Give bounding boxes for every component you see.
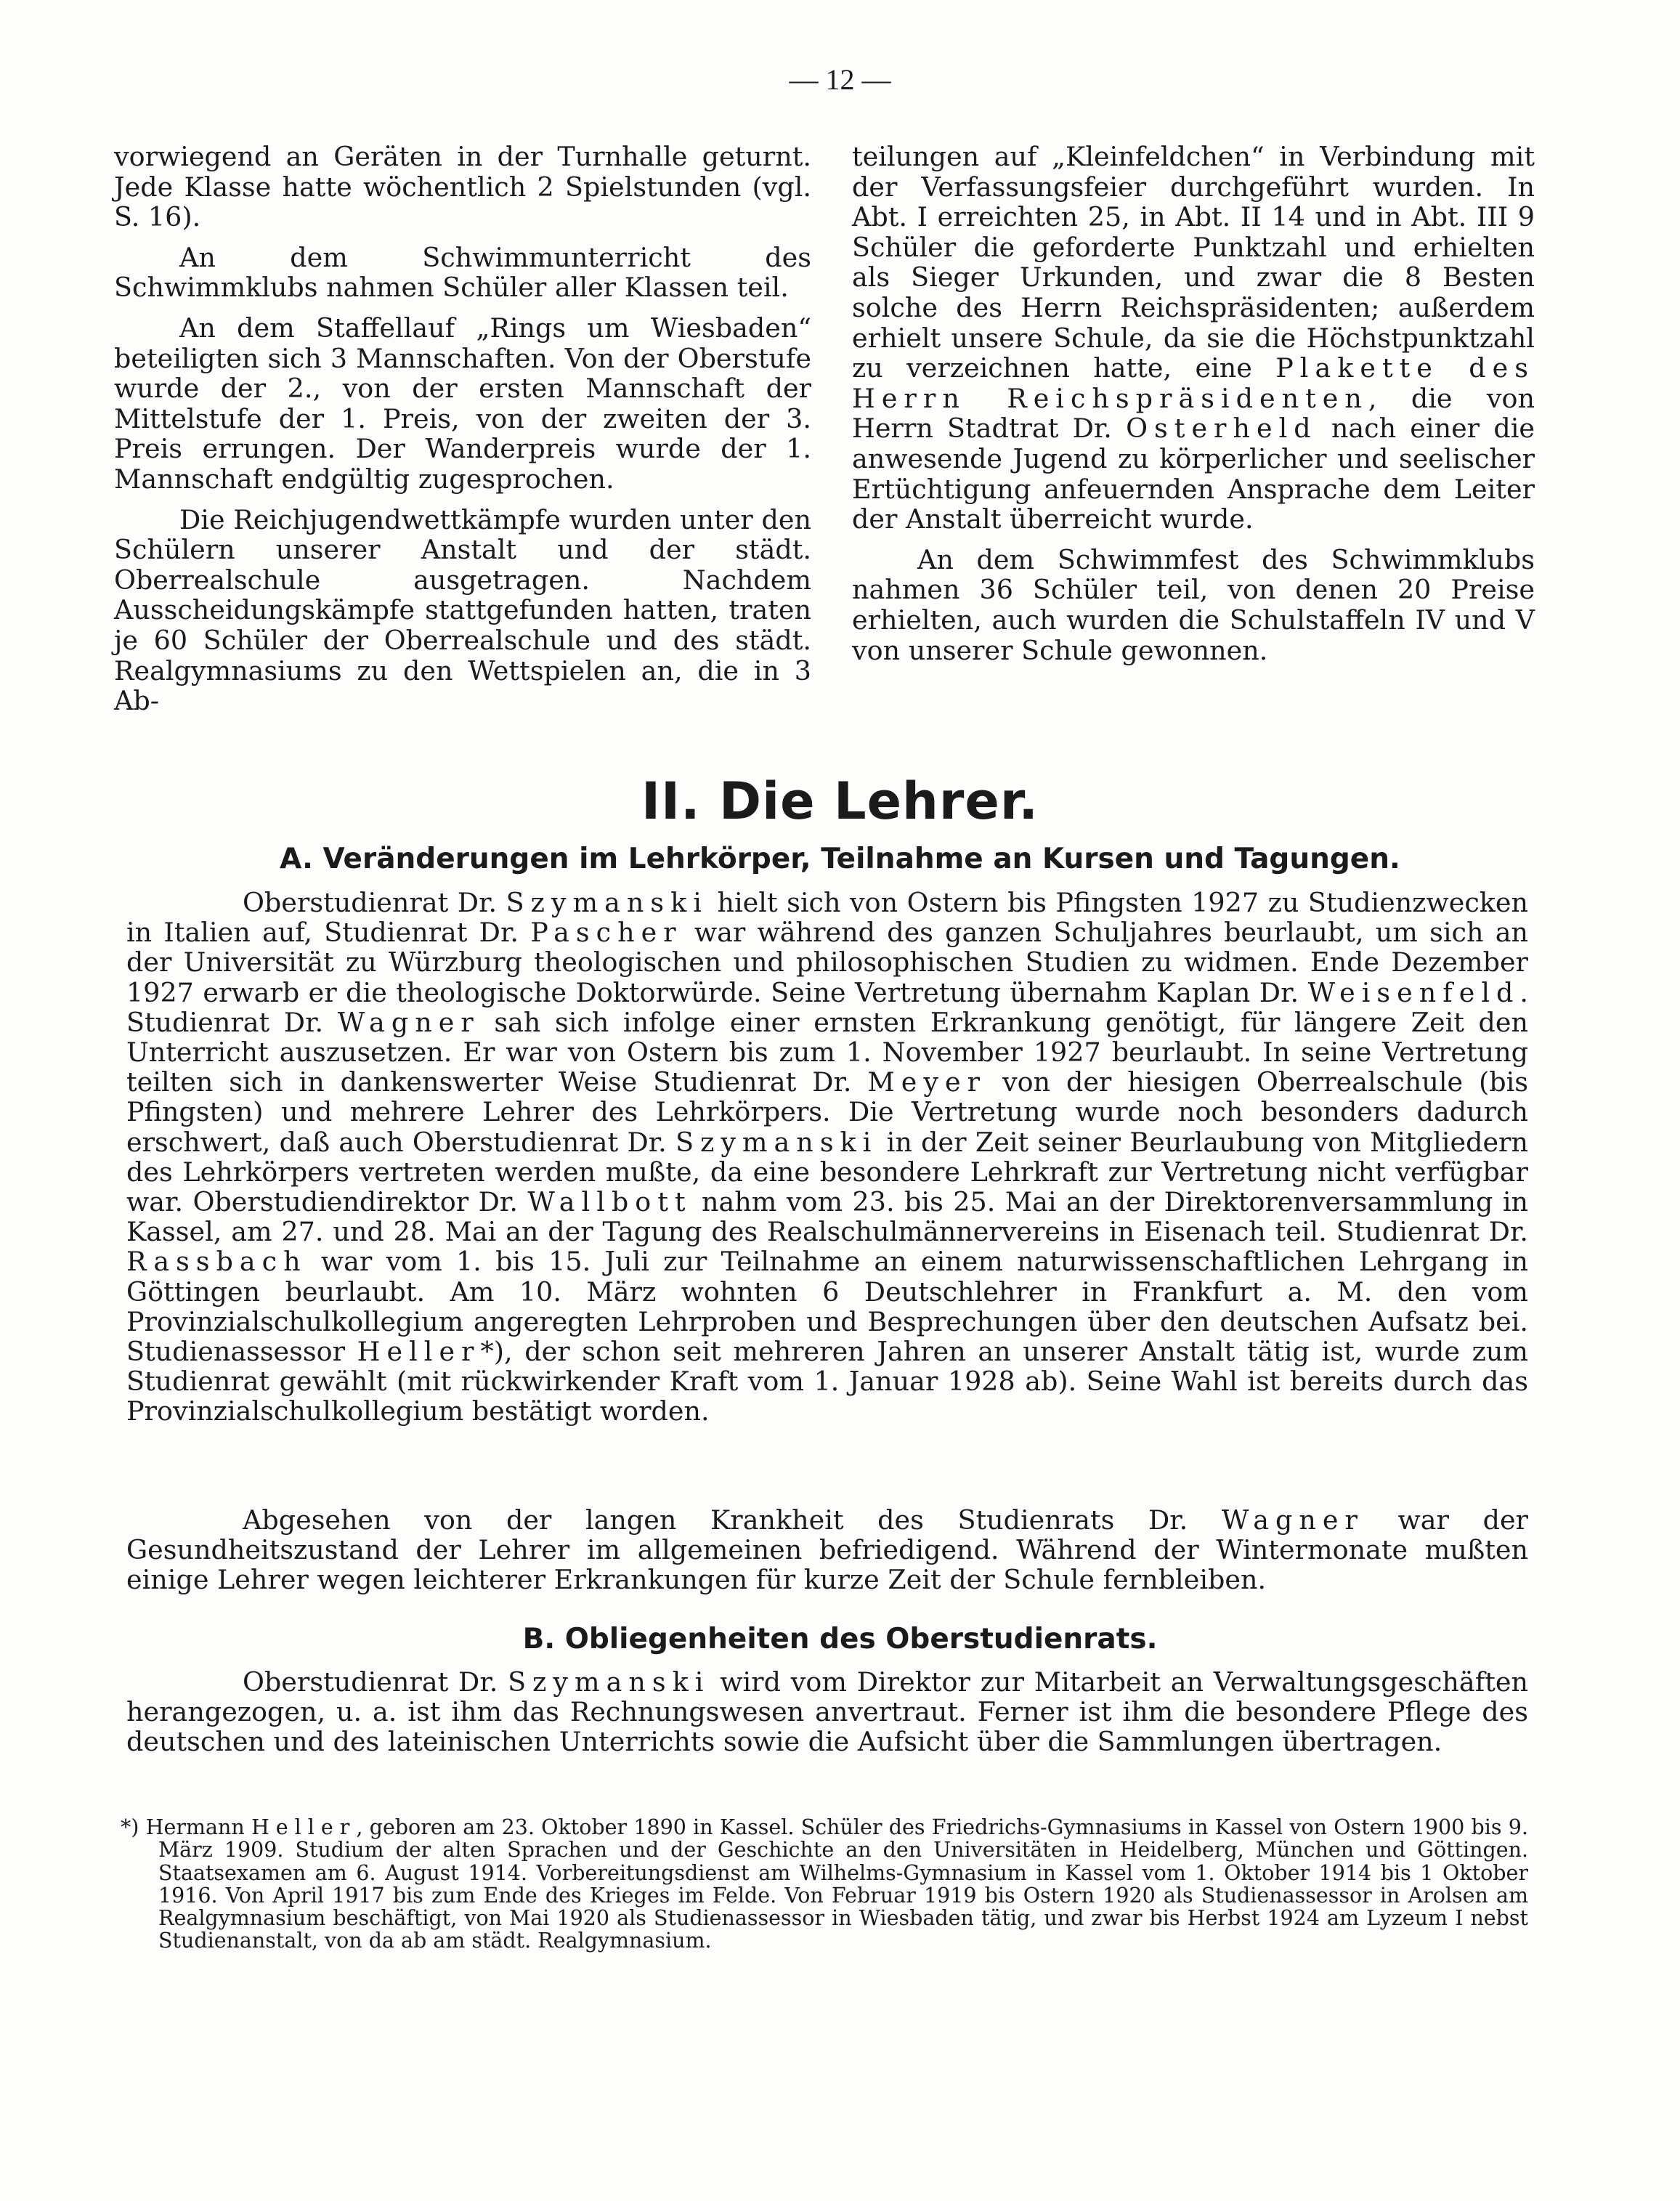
person-name: Wagner [1221,1504,1364,1536]
person-name: Osterheld [1126,413,1318,445]
text-run: *) Hermann [121,1815,251,1839]
section-a-body [126,888,1528,1427]
person-name: Szymanski [506,887,708,918]
section-a-paragraph-2 [126,1505,1528,1595]
paragraph: An dem Staffellauf „Rings um Wiesbaden“ beteiligten sich 3 Mannschaften. Von der Oberstufe wurde der 2., von der ersten Mannschaft der Mittelstufe der 1. Preis, von der zweiten der 3. Preis errungen. Der Wanderpreis wurde der 1. Mannschaft endgültig zugesprochen. [114,312,811,495]
person-name: Heller [251,1815,357,1839]
paragraph: Die Reichjugendwettkämpfe wurden unter den Schülern unserer Anstalt und der städt. Oberrealschule ausgetragen. Nachdem Ausscheidungskämpfe stattgefunden hatten, traten je 60 Schüler der Oberrealschule und des städt. Realgymnasiums zu den Wettspielen an, die in 3 Ab- [114,503,811,717]
person-name: Pascher [530,917,683,949]
person-name: Heller [357,1336,481,1368]
text-run: nach einer die anwesende Jugend zu körperlicher und seelischer Ertüchtigung anfeuernden Ansprache dem Leiter der Anstalt überreicht wurde. [852,413,1535,535]
person-name: Wagner [337,1006,480,1038]
text-run: *), der schon seit mehreren Jahren an unserer Anstalt tätig ist, wurde zum Studienrat gewählt (mit rückwirkender Kraft vom 1. Januar 1928 ab). Seine Wahl ist bereits durch das Provinzialschulkollegium bestätigt worden. [126,1336,1528,1427]
text-run: hielt sich von Ostern bis Pfingsten 1927 zu Studienzwecken in Italien auf, Studienrat Dr. [126,887,1528,949]
text-run: von der hiesigen Oberrealschule (bis Pfingsten) und mehrere Lehrer des Lehrkörpers. Die Vertretung wurde noch besonders dadurch erschwert, daß auch Oberstudienrat Dr. [126,1066,1528,1158]
subsection-title-a: A. Veränderungen im Lehrkörper, Teilnahme an Kursen und Tagungen. [280,843,1400,875]
text-run: Oberstudienrat Dr. [243,1666,508,1698]
text-run: teilungen auf „Kleinfeldchen“ in Verbindung mit der Verfassungsfeier durchgeführt wurden. In Abt. I erreichten 25, in Abt. II 14 und in Abt. III 9 Schüler die geforderte Punktzahl und erhielten als Sieger Urkunden, und zwar die 8 Besten solche des Herrn Reichspräsidenten; außerdem erhielt unsere Schule, da sie die Höchstpunktzahl zu verzeichnen hatte, eine [852,141,1535,384]
footnote-text [121,1816,1528,1953]
text-run: war während des ganzen Schuljahres beurlaubt, um sich an der Universität zu Würzburg theologischen und philosophischen Studien zu widmen. Ende Dezember 1927 erwarb er die theologische Doktorwürde. Seine Vertretung übernahm Kaplan Dr. [126,917,1528,1008]
footnote [121,1816,1528,1953]
paragraph: An dem Schwimmunterricht des Schwimmklubs nahmen Schüler aller Klassen teil. [114,241,811,304]
paragraph [126,888,1528,1427]
paragraph: vorwiegend an Geräten in der Turnhalle geturnt. Jede Klasse hatte wöchentlich 2 Spielstunden (vgl. S. 16). [114,141,811,233]
person-name: Szymanski [675,1126,878,1158]
text-run: , die von Herrn Stadtrat Dr. [852,382,1535,445]
spaced-text: Plakette des Herrn Reichspräsidenten [852,352,1535,414]
person-name: Wallbott [527,1186,692,1218]
person-name: Weisenfeld [1307,976,1520,1008]
left-column [114,142,811,726]
subsection-title-b: B. Obliegenheiten des Oberstudienrats. [522,1623,1158,1655]
text-run: , geboren am 23. Oktober 1890 in Kassel. Schüler des Friedrichs-Gymnasiums in Kassel von Ostern 1900 bis 9. März 1909. Studium der alten Sprachen und der Geschichte an den Universitäten in Heidelberg, München und Göttingen. Staatsexamen am 6. August 1914. Vorbereitungsdienst am Wilhelms-Gymnasium in Kassel vom 1. Oktober 1914 bis 1 Oktober 1916. Von April 1917 bis zum Ende des Krieges im Felde. Von Februar 1919 bis Ostern 1920 als Studienassessor in Arolsen am Realgymnasium beschäftigt, von Mai 1920 als Studienassessor in Wiesbaden tätig, und zwar bis Herbst 1924 am Lyzeum I nebst Studienanstalt, von da ab am städt. Realgymnasium. [158,1815,1528,1953]
section-b-body [126,1667,1528,1757]
paragraph: An dem Schwimmfest des Schwimmklubs nahmen 36 Schüler teil, von denen 20 Preise erhielten, auch wurden die Schulstaffeln IV und V von unserer Schule gewonnen. [852,543,1535,666]
right-column [852,142,1535,676]
person-name: Rassbach [126,1246,307,1278]
text-run: war der Gesundheitszustand der Lehrer im allgemeinen befriedigend. Während der Wintermonate mußten einige Lehrer wegen leichterer Erkrankungen für kurze Zeit der Schule fernbleiben. [126,1504,1528,1596]
text-run: war vom 1. bis 15. Juli zur Teilnahme an einem naturwissenschaftlichen Lehrgang in Göttingen beurlaubt. Am 10. März wohnten 6 Deutschlehrer in Frankfurt a. M. den vom Provinzialschulkollegium angeregten Lehrproben und Besprechungen über den deutschen Aufsatz bei. Studienassessor [126,1246,1528,1368]
text-run: Abgesehen von der langen Krankheit des Studienrats Dr. [243,1504,1222,1536]
paragraph [126,1505,1528,1595]
text-run: in der Zeit seiner Beurlaubung von Mitgliedern des Lehrkörpers vertreten werden mußte, da eine besondere Lehrkraft zur Vertretung nicht verfügbar war. Oberstudiendirektor Dr. [126,1126,1528,1218]
text-run: . Studienrat Dr. [126,976,1528,1038]
text-run: nahm vom 23. bis 25. Mai an der Direktorenversammlung in Kassel, am 27. und 28. Mai an der Tagung des Realschulmännervereins in Eisenach teil. Studienrat Dr. [126,1186,1529,1248]
person-name: Szymanski [508,1666,710,1698]
paragraph [126,1667,1528,1757]
text-run: sah sich infolge einer ernsten Erkrankung genötigt, für längere Zeit den Unterricht auszusetzen. Er war von Ostern bis zum 1. November 1927 beurlaubt. In seine Vertretung teilten sich in dankenswerter Weise Studienrat Dr. [126,1006,1528,1098]
section-title: II. Die Lehrer. [641,771,1039,831]
paragraph [852,142,1535,535]
text-run: Oberstudienrat Dr. [243,887,506,918]
text-run: wird vom Direktor zur Mitarbeit an Verwaltungsgeschäften herangezogen, u. a. ist ihm das Rechnungswesen anvertraut. Ferner ist ihm die besondere Pflege des deutschen und des lateinischen Unterrichts sowie die Aufsicht über die Sammlungen übertragen. [126,1666,1528,1758]
page-number: — 12 — [789,63,891,96]
person-name: Meyer [867,1066,987,1098]
